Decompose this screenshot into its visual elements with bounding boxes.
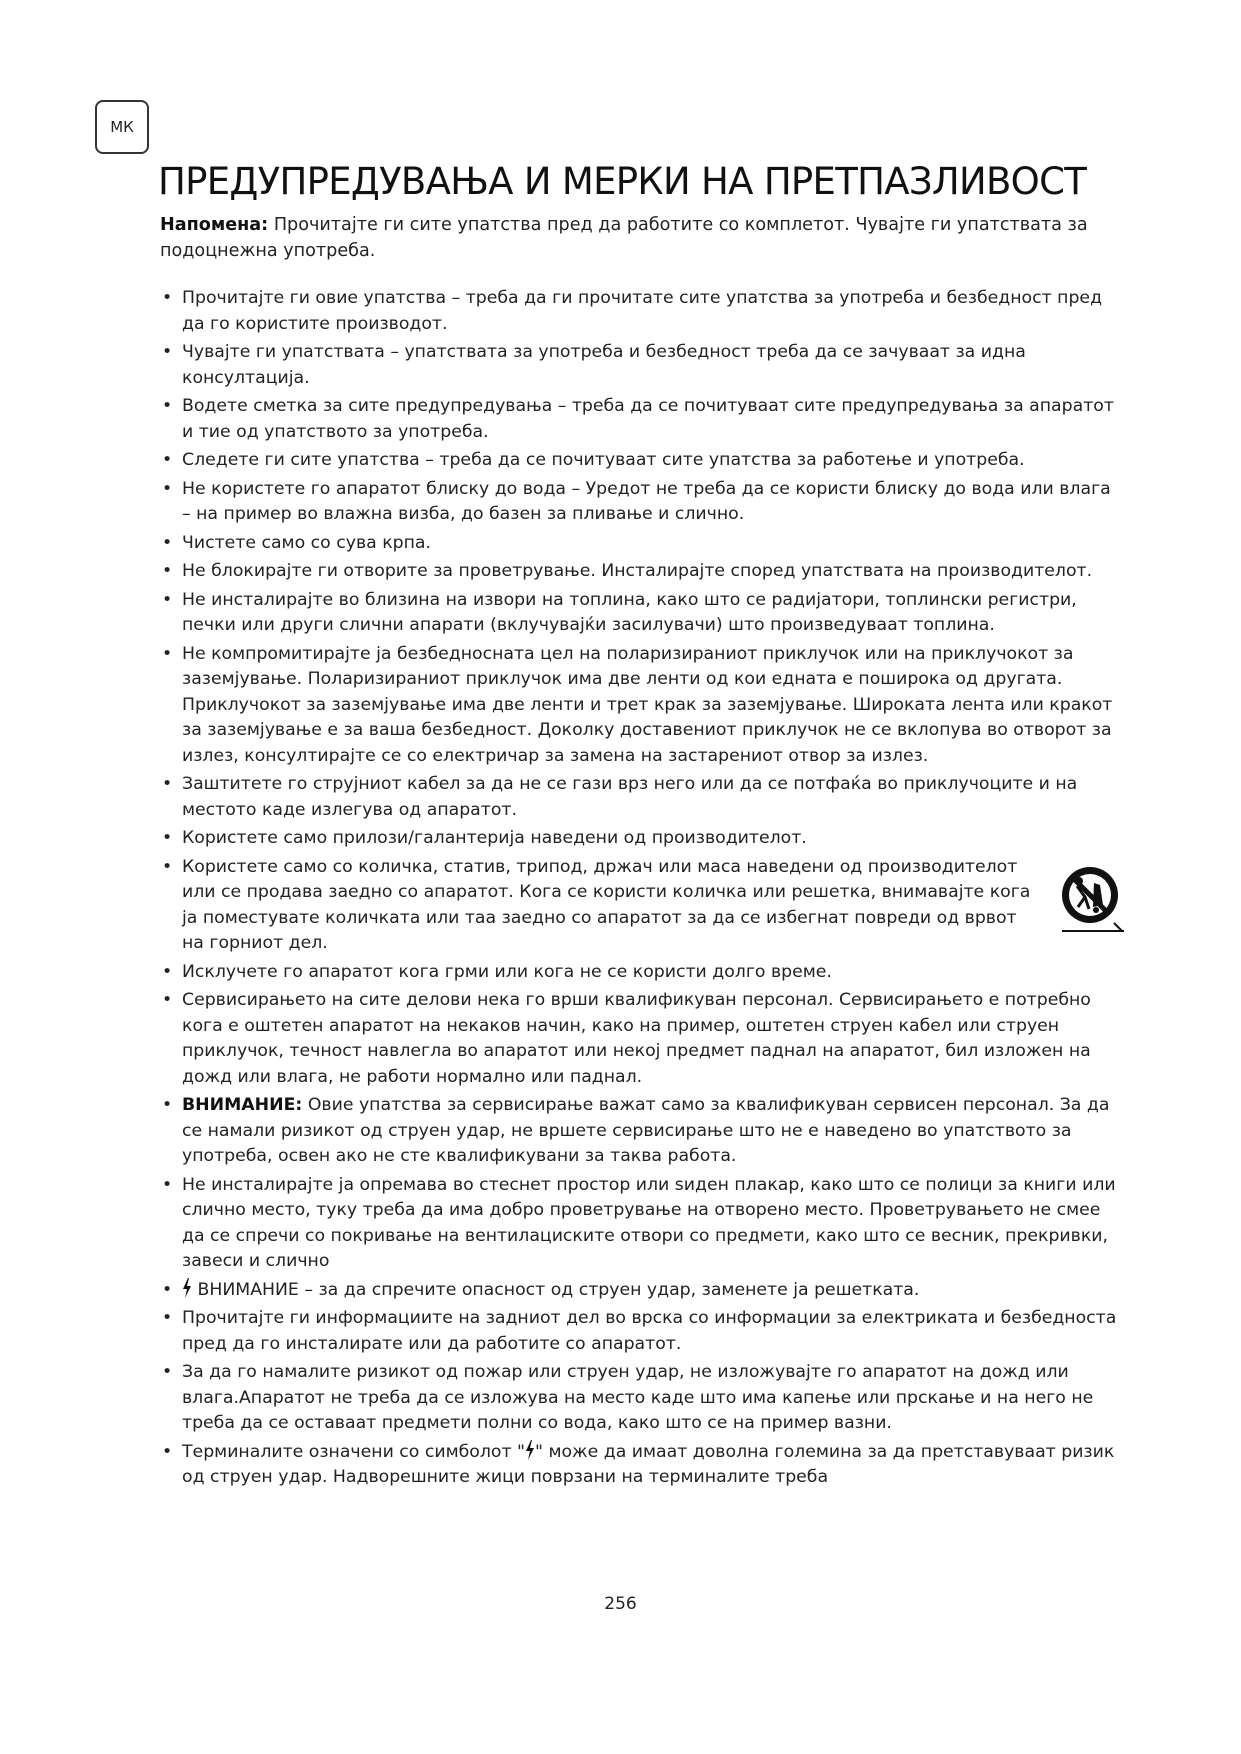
bullet-marker: • [162,589,173,610]
list-item-cart-warning [160,855,1120,957]
list-item-text: Исклучете го апаратот кога грми или кога не се користи долго време. [182,961,832,982]
safety-instructions-list [160,286,1120,1494]
warning-label: ВНИМАНИЕ: [182,1095,303,1115]
list-item [160,286,1120,337]
list-item [160,1173,1120,1275]
list-item-text: ВНИМАНИЕ – за да спречите опасност од струен удар, заменете ја решетката. [197,1279,920,1300]
list-item-text: Чувајте ги упатствата – упатствата за употреба и безбедност треба да се зачуваат за идна консултација. [182,342,1026,388]
list-item-text: Користете само со количка, статив, трипод, држач или маса наведени од производителот или се продава заедно со апаратот. Кога се користи количка или решетка, внимавајте кога ја поместувате количката или таа заедно со апаратот за да се избегнат повреди од врвот на горниот дел. [182,856,1031,953]
bullet-marker: • [162,1441,173,1462]
list-item-text: Не користете го апаратот блиску до вода – Уредот не треба да се користи блиску до вода или влага – на пример во влажна визба, до базен за пливање и слично. [182,478,1111,524]
bullet-marker: • [162,774,173,794]
list-item-text: Следете ги сите упатства – треба да се почитуваат сите упатства за работење и употреба. [182,450,1025,470]
list-item [160,1360,1120,1437]
bullet-marker: • [162,990,173,1010]
list-item [160,1306,1120,1357]
lightning-bolt-icon [525,1440,535,1460]
note-paragraph [160,212,1110,264]
list-item [160,394,1120,445]
terminal-text-after: " може да имаат доволна големина за да претставуваат ризик од струен удар. Надворешните жици поврзани на терминалите треба [182,1441,1115,1487]
list-item [160,772,1120,823]
list-item-text: Прочитајте ги овие упатства – треба да ги прочитате сите упатства за употреба и безбедност пред да го користите производот. [182,288,1103,334]
list-item-text: Не инсталирајте во близина на извори на топлина, како што се радијатори, топлински регистри, печки или други слични апарати (вклучувајќи засилувачи) што произведуваат топлина. [182,589,1077,635]
list-item [160,588,1120,639]
bullet-marker: • [162,1308,173,1328]
bullet-marker: • [162,561,173,581]
bullet-marker: • [162,856,173,877]
bullet-marker: • [162,450,173,470]
list-item [160,477,1120,528]
bullet-marker: • [162,1279,173,1300]
list-item [160,960,1120,986]
lightning-bolt-icon [182,1278,192,1298]
page-number: 256 [604,1594,637,1614]
terminal-text-before: Терминалите означени со симболот " [182,1441,525,1462]
bullet-marker: • [162,643,173,664]
list-item-bolt-warning [160,1278,1120,1304]
list-item [160,988,1120,1090]
list-item-text: Заштитете го струјниот кабел за да не се гази врз него или да се потфаќа во приклучоците и на местото каде излегува од апаратот. [182,774,1078,820]
list-item-text: Не компромитирајте ја безбедносната цел на поларизираниот приклучок или на приклучокот за заземјување. Поларизираниот приклучок има две ленти од кои едната е поширока од другата. Приклучокот за заземјување има две ленти и трет крак за заземјување. Широката лента или кракот за заземјување е за ваша безбедност. Доколку доставениот приклучок не се вклопува во отворот за излез, консултирајте се со електричар за замена на застарениот отвор за излез. [182,643,1113,766]
list-item-terminal [160,1440,1120,1491]
bullet-marker: • [162,288,173,308]
language-badge: МК [95,100,149,154]
list-item [160,826,1120,852]
list-item [160,531,1120,557]
cart-tip-warning-icon [1056,861,1128,937]
list-item-text: Прочитајте ги информациите на задниот дел во врска со информации за електриката и безбедноста пред да го инсталирате или да работите со апаратот. [182,1308,1117,1354]
list-item-text: Не инсталирајте ја опремава во стеснет простор или ѕиден плакар, како што се полици за книги или слично место, туку треба да има добро проветрување на отворено место. Проветрувањето не смее да се спречи со покривање на вентилациските отвори со предмети, како што се весник, прекривки, завеси и слично [182,1174,1116,1271]
list-item [160,642,1120,770]
list-item-warning [160,1093,1120,1170]
list-item-text: За да го намалите ризикот од пожар или струен удар, не изложувајте го апаратот на дожд или влага.Апаратот не треба да се изложува на место каде што има капење или прскање и на него не треба да се оставаат предмети полни со вода, како што се на пример вазни. [182,1362,1094,1433]
list-item-text: Чистете само со сува крпа. [182,532,432,553]
note-label: Напомена: [160,215,269,235]
bullet-marker: • [162,1095,173,1115]
list-item-text: Не блокирајте ги отворите за проветрување. Инсталирајте според упатствата на производителот. [182,561,1093,581]
note-text: Прочитајте ги сите упатства пред да работите со комплетот. Чувајте ги упатствата за подоцнежна употреба. [160,215,1088,261]
bullet-marker: • [162,532,173,553]
list-item-text: Водете сметка за сите предупредувања – треба да се почитуваат сите предупредувања за апаратот и тие од упатството за употреба. [182,396,1114,442]
list-item [160,448,1120,474]
bullet-marker: • [162,478,173,499]
list-item-text: Сервисирањето на сите делови нека го врши квалификуван персонал. Сервисирањето е потребно кога е оштетен апаратот на некаков начин, како на пример, оштетен струен кабел или струен приклучок, течност навлегла во апаратот или некој предмет паднал на апаратот, бил изложен на дожд или влага, не работи нормално или паднал. [182,990,1091,1087]
bullet-marker: • [162,396,173,416]
list-item-text: Овие упатства за сервисирање важат само за квалификуван сервисен персонал. За да се намали ризикот од струен удар, не вршете сервисирање што не е наведено во упатството за употреба, освен ако не сте квалификувани за таква работа. [182,1095,1110,1166]
bullet-marker: • [162,961,173,982]
bullet-marker: • [162,1174,173,1195]
list-item [160,559,1120,585]
bullet-marker: • [162,1362,173,1382]
bullet-marker: • [162,828,173,848]
bullet-marker: • [162,342,173,362]
page-title: ПРЕДУПРЕДУВАЊА И МЕРКИ НА ПРЕТПАЗЛИВОСТ [158,160,1087,203]
list-item-text: Користете само прилози/галантерија наведени од производителот. [182,828,807,848]
list-item [160,340,1120,391]
